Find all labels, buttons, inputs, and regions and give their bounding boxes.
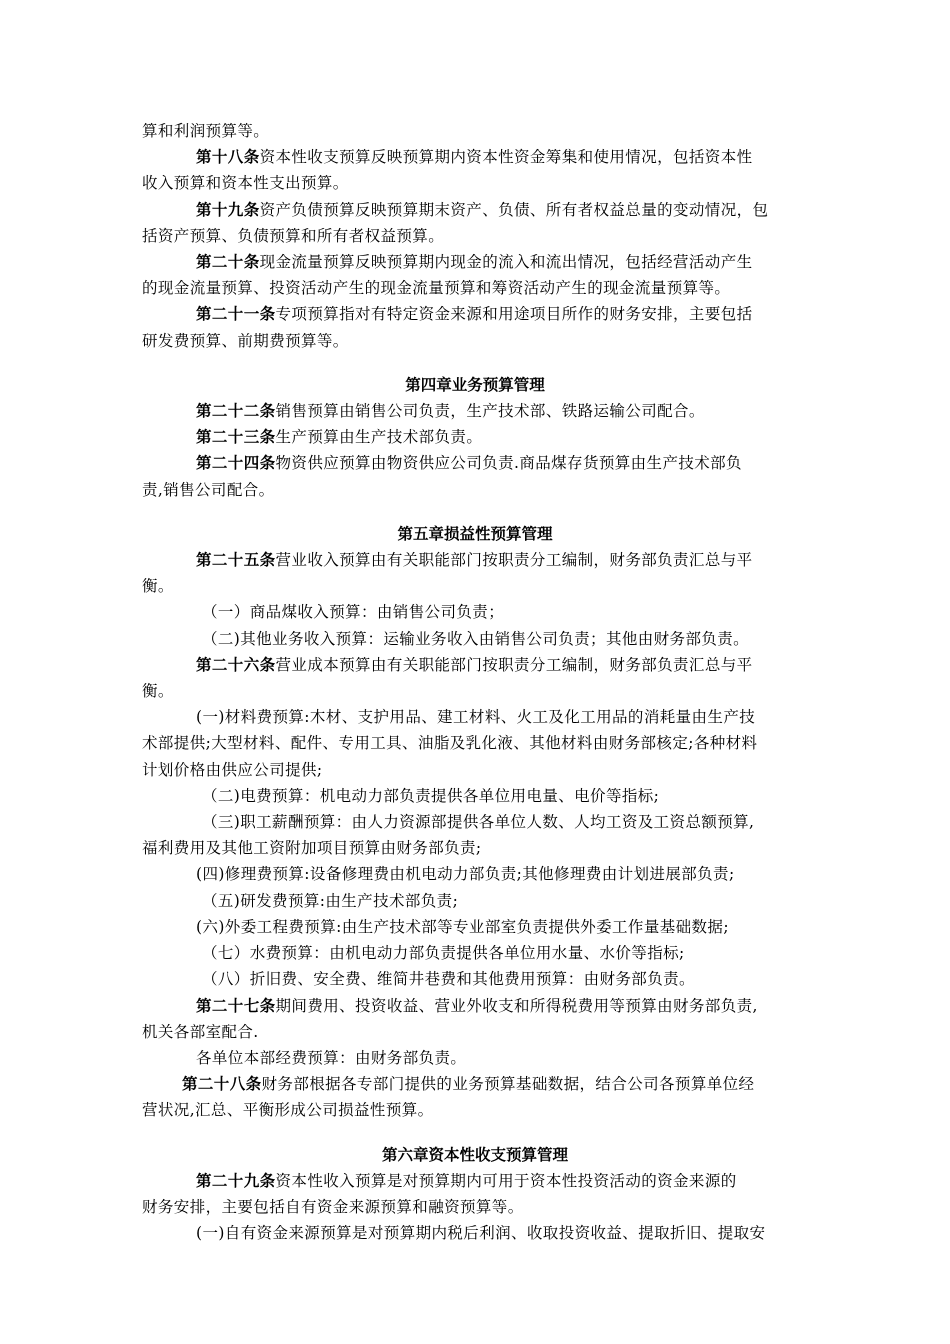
article-number: 第二十一条 <box>196 305 276 324</box>
article-text: 现金流量预算反映预算期内现金的流入和流出情况，包括经营活动产生 <box>259 253 753 272</box>
text-line: (一)材料费预算:木材、支护用品、建工材料、火工及化工用品的消耗量由生产技 <box>196 708 756 727</box>
chapter-heading: 第五章损益性预算管理 <box>397 524 553 543</box>
article-line <box>142 249 808 275</box>
text-line: （二)电费预算：机电动力部负责提供各单位用电量、电价等指标; <box>202 786 660 805</box>
article-text: 营业成本预算由有关职能部门按职责分工编制，财务部负责汇总与平 <box>275 655 753 674</box>
text-line: (六)外委工程费预算:由生产技术部等专业部室负责提供外委工作量基础数据; <box>196 917 729 936</box>
article-text: 物资供应预算由物资供应公司负责.商品煤存货预算由生产技术部负 <box>275 454 742 473</box>
text-line: 责,销售公司配合。 <box>142 480 275 499</box>
article-text: 资本性收支预算反映预算期内资本性资金筹集和使用情况，包括资本性 <box>259 148 753 167</box>
article-text: 专项预算指对有特定资金来源和用途项目所作的财务安排，主要包括 <box>275 305 753 324</box>
article-line <box>142 197 808 223</box>
text-line: 各单位本部经费预算：由财务部负责。 <box>196 1048 467 1067</box>
article-number: 第十九条 <box>196 200 260 219</box>
article-number: 第二十条 <box>196 253 260 272</box>
article-line <box>142 301 808 327</box>
article-line <box>142 652 808 678</box>
article-line <box>142 1071 808 1097</box>
text-line: （二)其他业务收入预算：运输业务收入由销售公司负责；其他由财务部负责。 <box>202 629 750 648</box>
text-line: (四)修理费预算:设备修理费由机电动力部负责;其他修理费由计划进展部负责; <box>196 865 735 884</box>
text-line: 收入预算和资本性支出预算。 <box>142 174 349 193</box>
chapter-heading: 第六章资本性收支预算管理 <box>381 1145 568 1164</box>
text-line: （七）水费预算：由机电动力部负责提供各单位用水量、水价等指标; <box>202 944 685 963</box>
text-line: 衡。 <box>142 682 174 701</box>
text-line: （八）折旧费、安全费、维简井巷费和其他费用预算：由财务部负责。 <box>202 970 695 989</box>
text-line: (一)自有资金来源预算是对预算期内税后利润、收取投资收益、提取折旧、提取安 <box>196 1224 766 1243</box>
article-line <box>142 424 808 450</box>
text-line: （一）商品煤收入预算：由销售公司负责； <box>202 603 505 622</box>
text-line: （五)研发费预算:由生产技术部负责; <box>202 891 459 910</box>
text-line: 算和利润预算等。 <box>142 122 270 140</box>
article-text: 期间费用、投资收益、营业外收支和所得税费用等预算由财务部负责, <box>275 996 758 1015</box>
article-number: 第二十九条 <box>196 1171 276 1190</box>
text-line: 福利费用及其他工资附加项目预算由财务部负责; <box>142 839 482 858</box>
text-line: 括资产预算、负债预算和所有者权益预算。 <box>142 226 445 245</box>
article-text: 营业收入预算由有关职能部门按职责分工编制，财务部负责汇总与平 <box>275 551 753 570</box>
text-line: 研发费预算、前期费预算等。 <box>142 331 349 350</box>
article-number: 第二十三条 <box>196 428 276 447</box>
article-text: 生产预算由生产技术部负责。 <box>275 428 483 447</box>
article-text: 销售预算由销售公司负责，生产技术部、铁路运输公司配合。 <box>275 402 705 421</box>
article-number: 第二十八条 <box>182 1075 262 1094</box>
text-line: 营状况,汇总、平衡形成公司损益性预算。 <box>142 1101 434 1120</box>
article-line <box>142 450 808 476</box>
article-line <box>142 993 808 1019</box>
text-line: 计划价格由供应公司提供; <box>142 760 323 779</box>
article-line <box>142 547 808 573</box>
article-number: 第二十六条 <box>196 655 276 674</box>
text-line: 财务安排，主要包括自有资金来源预算和融资预算等。 <box>142 1197 524 1216</box>
article-number: 第二十四条 <box>196 454 276 473</box>
article-text: 财务部根据各专部门提供的业务预算基础数据，结合公司各预算单位经 <box>261 1075 755 1094</box>
text-line: （三)职工薪酬预算：由人力资源部提供各单位人数、人均工资及工资总额预算, <box>202 813 755 832</box>
text-line: 机关各部室配合. <box>142 1022 259 1041</box>
article-number: 第二十七条 <box>196 996 276 1015</box>
article-line <box>142 398 808 424</box>
article-text: 资本性收入预算是对预算期内可用于资本性投资活动的资金来源的 <box>275 1171 737 1190</box>
article-number: 第十八条 <box>196 148 260 167</box>
article-line <box>142 144 808 170</box>
text-line: 的现金流量预算、投资活动产生的现金流量预算和筹资活动产生的现金流量预算等。 <box>142 279 731 298</box>
text-line: 衡。 <box>142 577 174 596</box>
article-number: 第二十二条 <box>196 402 276 421</box>
article-line <box>142 1168 808 1194</box>
article-number: 第二十五条 <box>196 551 276 570</box>
document-page <box>142 118 808 1246</box>
article-text: 资产负债预算反映预算期末资产、负债、所有者权益总量的变动情况，包 <box>259 200 769 219</box>
text-line: 术部提供;大型材料、配件、专用工具、油脂及乳化液、其他材料由财务部核定;各种材料 <box>142 734 758 753</box>
chapter-heading: 第四章业务预算管理 <box>405 375 545 394</box>
